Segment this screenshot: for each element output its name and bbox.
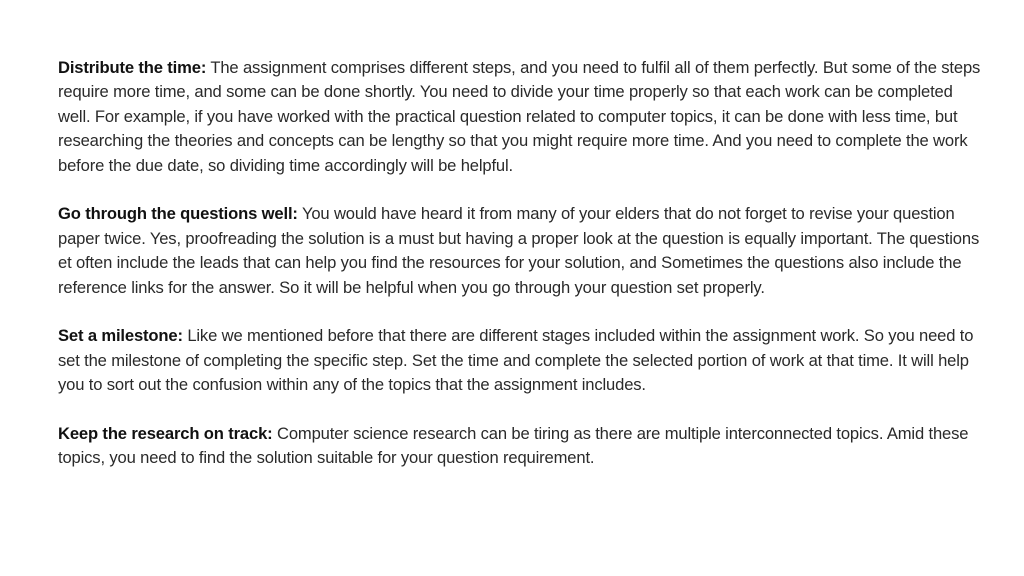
paragraph-distribute-time [58,56,988,178]
paragraph-text: Computer science research can be tiring as there are multiple interconnected topics. Amid these topics, you need to find the solution suitable for your question requirement. [58,424,969,468]
paragraph-heading: Set a milestone: [58,326,183,346]
paragraph-heading: Distribute the time: [58,58,207,77]
document-body [58,56,988,471]
paragraph-heading: Keep the research on track: [58,424,273,444]
paragraph-text: You would have heard it from many of your elders that do not forget to revise your question paper twice. Yes, proofreading the solution is a must but having a proper look at the question is equally important. The questions et often include the leads that can help you find the resources for your solution, and Sometimes the questions also include the reference links for the answer. So it will be helpful when you go through your question set properly. [58,204,980,297]
paragraph-text: The assignment comprises different steps, and you need to fulfil all of them perfectly. But some of the steps require more time, and some can be done shortly. You need to divide your time properly so that each work can be completed well. For example, if you have worked with the practical question related to computer topics, it can be done with less time, but researching the theories and concepts can be lengthy so that you might require more time. And you need to complete the work before the due date, so dividing time accordingly will be helpful. [58,58,981,175]
paragraph-questions [58,202,988,300]
paragraph-research [58,422,988,471]
paragraph-heading: Go through the questions well: [58,204,298,224]
paragraph-milestone [58,324,988,397]
paragraph-text: Like we mentioned before that there are different stages included within the assignment work. So you need to set the milestone of completing the specific step. Set the time and complete the selected portion of work at that time. It will help you to sort out the confusion within any of the topics that the assignment includes. [58,326,974,395]
